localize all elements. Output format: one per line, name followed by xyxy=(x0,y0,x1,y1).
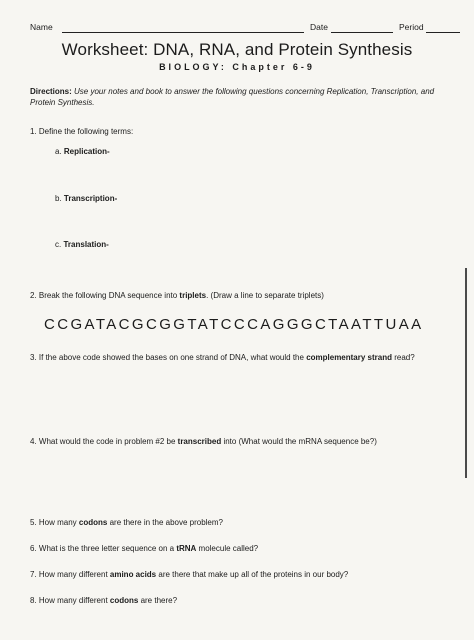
period-label: Period xyxy=(399,22,424,32)
question-8-text-b: are there? xyxy=(138,596,178,605)
question-2-keyword: triplets xyxy=(179,291,207,300)
question-4-keyword: transcribed xyxy=(177,437,222,446)
question-7-text-a: 7. How many different xyxy=(30,570,110,579)
question-1: 1. Define the following terms: xyxy=(30,127,134,136)
date-blank-line xyxy=(331,32,393,33)
question-5-keyword: codons xyxy=(78,518,108,527)
question-6-keyword: tRNA xyxy=(176,544,197,553)
question-6-text-a: 6. What is the three letter sequence on a xyxy=(30,544,177,553)
term-c-label: Translation- xyxy=(63,240,109,249)
term-replication xyxy=(55,147,110,156)
question-3-text-a: 3. If the above code showed the bases on one strand of DNA, what would the xyxy=(30,353,307,362)
date-label: Date xyxy=(310,22,328,32)
term-a-prefix: a. xyxy=(55,147,62,156)
name-blank-line xyxy=(62,32,304,33)
name-label: Name xyxy=(30,22,53,32)
term-translation xyxy=(55,240,109,249)
question-2 xyxy=(30,291,450,302)
directions xyxy=(30,87,450,108)
question-6-text-b: molecule called? xyxy=(196,544,259,553)
question-2-text-a: 2. Break the following DNA sequence into xyxy=(30,291,180,300)
directions-text: Use your notes and book to answer the following questions concerning Replication, Transcription, and Protein Synthesis. xyxy=(30,87,435,107)
question-7 xyxy=(30,570,450,581)
question-6 xyxy=(30,544,450,555)
question-4-text-b: into (What would the mRNA sequence be?) xyxy=(221,437,377,446)
dna-sequence: CCGATACGCGGTATCCCAGGGCTAATTUAA xyxy=(44,316,424,333)
question-4-text-a: 4. What would the code in problem #2 be xyxy=(30,437,178,446)
scan-edge-mark xyxy=(465,268,467,478)
question-7-text-b: are there that make up all of the proteins in our body? xyxy=(156,570,349,579)
question-8-keyword: codons xyxy=(109,596,139,605)
question-5-text-a: 5. How many xyxy=(30,518,79,527)
term-c-prefix: c. xyxy=(55,240,62,249)
question-5 xyxy=(30,518,450,529)
question-3-keyword: complementary strand xyxy=(306,353,392,362)
question-8-text-a: 8. How many different xyxy=(30,596,110,605)
worksheet-subtitle: BIOLOGY: Chapter 6-9 xyxy=(159,62,315,72)
question-3 xyxy=(30,353,450,364)
question-7-keyword: amino acids xyxy=(109,570,157,579)
header-row xyxy=(30,20,460,36)
term-a-label: Replication- xyxy=(63,147,110,156)
question-4 xyxy=(30,437,450,448)
term-b-prefix: b. xyxy=(55,194,62,203)
period-blank-line xyxy=(426,32,460,33)
question-2-text-b: . (Draw a line to separate triplets) xyxy=(206,291,324,300)
question-8 xyxy=(30,596,450,607)
term-transcription xyxy=(55,194,117,203)
question-5-text-b: are there in the above problem? xyxy=(107,518,223,527)
worksheet-title: Worksheet: DNA, RNA, and Protein Synthesis xyxy=(61,40,413,59)
term-b-label: Transcription- xyxy=(63,194,118,203)
directions-label: Directions: xyxy=(30,87,72,96)
question-3-text-b: read? xyxy=(392,353,415,362)
